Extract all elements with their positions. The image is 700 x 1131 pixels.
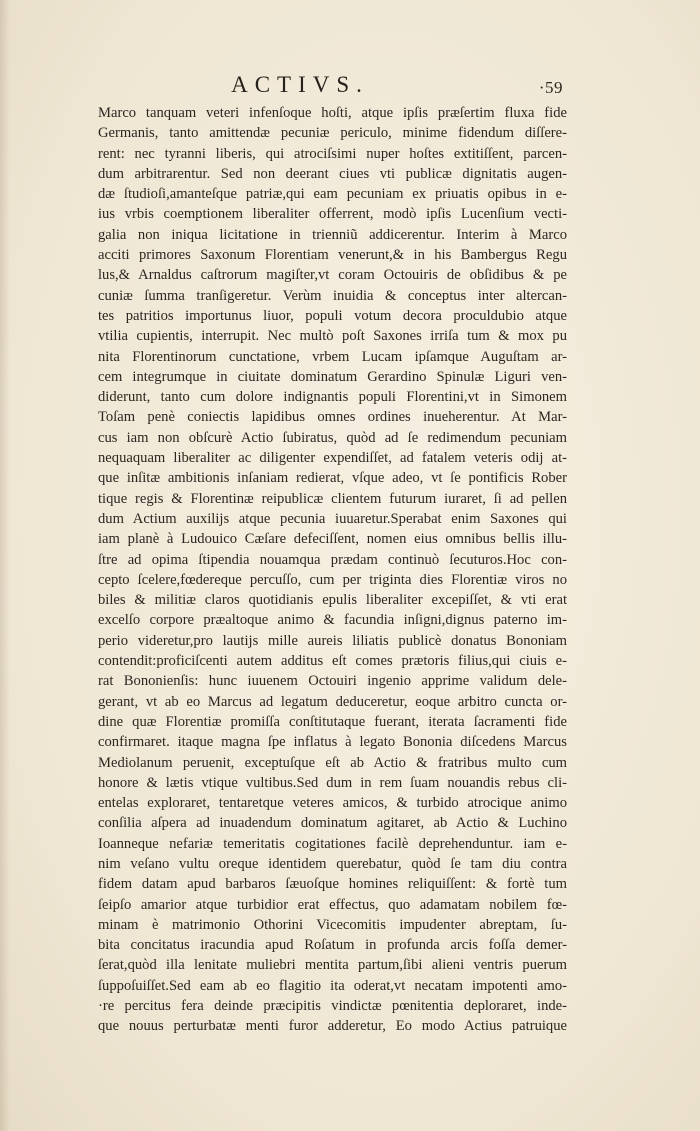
text-line: Marco tanquam veteri infenſoque hoſti, atque ipſis præſertim fluxa fide [98, 105, 567, 121]
text-line: nequaquam liberaliter ac diligenter expendiſſet, ad fatalem veteris odij at- [98, 450, 567, 467]
text-line: Germanis, tanto amittendæ pecuniæ periculo, minime fidendum diſſere- [98, 125, 567, 142]
text-line: contendit:proficiſcenti autem additus eſt comes prætoris filius,qui ciuis e- [98, 653, 567, 670]
text-line: que nouus perturbatæ menti furor adderetur, Eo modo Actius patruique [98, 1018, 567, 1035]
text-line: Mediolanum peruenit, exceptuſque eſt ab Actio & fratribus multo cum [98, 754, 567, 771]
text-line: que inſitæ ambitionis inſaniam redierat, vſque adeo, vt ſe pontificis Rober [98, 470, 567, 487]
text-line: ſtre ad opima ſtipendia nouamqua prædam continuò ſecuturos.Hoc con- [98, 551, 567, 568]
text-line: honore & lætis vtique vultibus.Sed dum in rem ſuam nouandis rebus cli- [98, 774, 567, 791]
text-line: nita Florentinorum cunctatione, vrbem Lucam ipſamque Auguſtam ar- [98, 348, 567, 365]
page-number: ·59 [538, 78, 563, 97]
text-line: bita concitatus iracundia apud Roſatum in profunda arcis foſſa demer- [98, 937, 567, 954]
text-line: diderunt, tanto cum dolore indignantis populi Florentini,vt in Simonem [98, 389, 567, 406]
text-line: excelſo corpore præaltoque animo & facundia inſigni,dignus paterno im- [98, 612, 567, 629]
text-line: vtilia cupientis, interrupit. Nec multò poſt Saxones irriſa tum & mox pu [98, 328, 567, 345]
running-head [0, 72, 700, 102]
text-line: dum Actium auxilijs atque pecunia iuuaretur.Sperabat enim Saxones qui [98, 510, 567, 527]
text-line: tes patritios importunus liuor, populi votum decora proculdubio atque [98, 307, 567, 324]
text-line: gerant, vt ab eo Marcus ad legatum deduceretur, eoque arbitro cuncta or- [98, 693, 567, 710]
text-line: galia non iniqua licitatione in trienniũ addicerentur. Interim à Marco [98, 226, 567, 243]
text-line: ſuppoſuiſſet.Sed eam ab eo flagitio ita oderat,vt necatam impotenti amo- [98, 977, 567, 994]
text-line: cuniæ ſumma tranſigeretur. Verùm inuidia & conceptus inter altercan- [98, 287, 567, 304]
text-line: biles & militiæ claros quotidianis epulis liberaliter excepiſſet, & vti erat [98, 592, 567, 609]
text-line: fidem datam apud barbaros ſæuoſque homines reliquiſſent: & fortè tum [98, 876, 567, 893]
text-line: cem integrumque in ciuitate dominatum Gerardino Spinulæ Liguri ven- [98, 368, 567, 385]
text-line: rat Bononienſis: hunc iuuenem Octouiri ingenio apprime validum dele- [98, 673, 567, 690]
text-line: rent: nec tyranni liberis, qui atrociſsimi nuper hoſtes extitiſſent, parcen- [98, 145, 567, 162]
text-line: conſilia aſpera ad inuadendum dominatum agitaret, ab Actio & Luchino [98, 815, 567, 832]
page-edge-shadow [0, 0, 10, 1131]
text-line: cepto ſcelere,fœdereque percuſſo, cum per triginta dies Florentiæ viros no [98, 571, 567, 588]
text-line: iam planè à Ludouico Cæſare defeciſſent, nomen eius omnibus bellis illu- [98, 531, 567, 548]
text-line: ·re percitus fera deinde præcipitis vindictæ pœnitentia deploraret, inde- [98, 998, 567, 1015]
text-line: ſerat,quòd illa lenitate muliebri mentita partum,ſibi alieni ventris puerum [98, 957, 567, 974]
text-line: ſeipſo amarior atque turbidior erat effectus, quo adamatam nobilem fœ- [98, 896, 567, 913]
text-line: confirmaret. itaque magna ſpe inflatus à legato Bononia diſcedens Marcus [98, 734, 567, 751]
text-line: dæ ſtudioſi,amanteſque patriæ,qui eam pecuniam ex priuatis opibus in e- [98, 186, 567, 203]
text-line: dum arbitrarentur. Sed non deerant ciues vti publicæ dignitatis augen- [98, 165, 567, 182]
text-line: dine quæ Florentiæ promiſſa conſtitutaque fuerant, iterata ſacramenti fide [98, 713, 567, 730]
text-line: lus,& Arnaldus caſtrorum magiſter,vt coram Octouiris de obſidibus & pe [98, 267, 567, 284]
text-line: acciti primores Saxonum Florentiam venerunt,& in his Bambergus Regu [98, 247, 567, 264]
text-line: entelas exploraret, tentaretque veteres amicos, & turbido atrocique animo [98, 795, 567, 812]
running-title: ACTIVS. [231, 72, 369, 97]
text-line: nim veſano vultu oreque identidem querebatur, quòd ſe tam diu contra [98, 855, 567, 872]
text-line: perio videretur,pro lautijs mille aureis liliatis publicè donatus Bononiam [98, 632, 567, 649]
text-line: cus iam non obſcurè Actio ſubiratus, quòd ad ſe redimendum pecuniam [98, 429, 567, 446]
text-line: Toſam penè coniectis lapidibus omnes ordines inueherentur. At Mar- [98, 409, 567, 426]
text-line: Ioanneque nefariæ temeritatis cogitationes facilè deprehenduntur. iam e- [98, 835, 567, 852]
text-line: ius vrbis coemptionem liberaliter offerrent, modò ipſis Lucenſium vecti- [98, 206, 567, 223]
body-text [98, 103, 567, 1037]
text-line: tique regis & Florentinæ reipublicæ clientem futurum iuraret, ſi ad pellen [98, 490, 567, 507]
text-line: minam è matrimonio Othorini Vicecomitis impudenter abreptam, ſu- [98, 916, 567, 933]
